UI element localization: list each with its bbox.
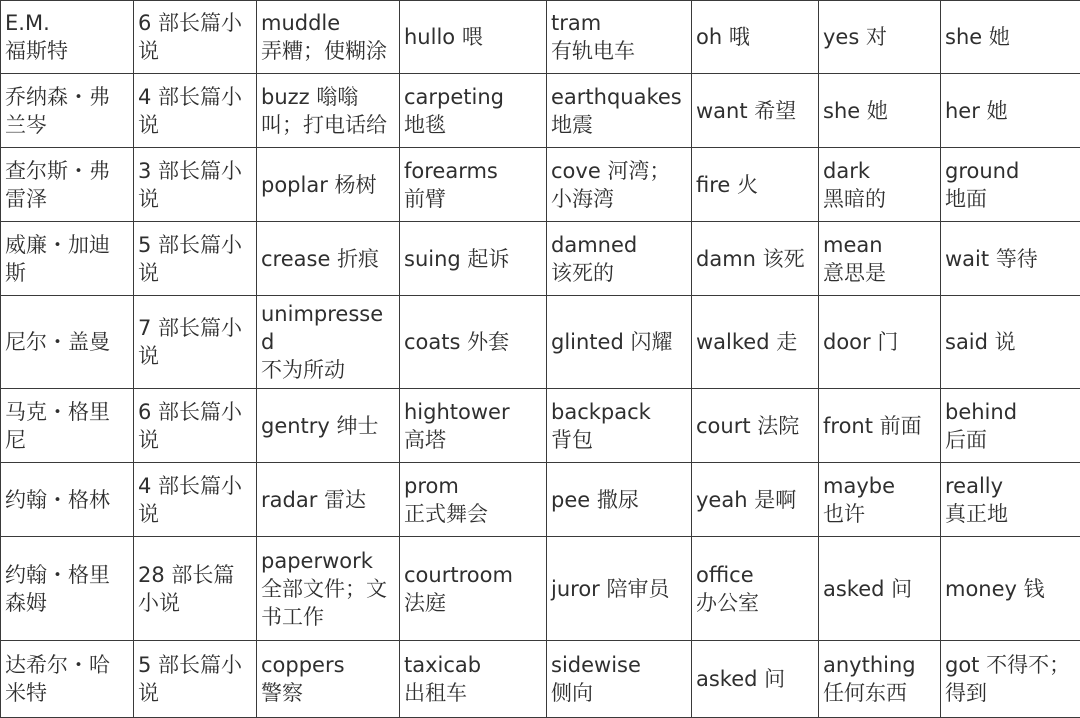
word-cell [819, 389, 941, 463]
chinese-gloss: 地震 [551, 111, 687, 139]
word-cell [257, 74, 400, 148]
english-word: tram [551, 9, 687, 37]
novel-count-cell: 6 部长篇小说 [134, 1, 257, 74]
word-cell [257, 537, 400, 641]
chinese-gloss: 地面 [945, 185, 1076, 213]
word-cell [547, 296, 692, 389]
word-cell [819, 148, 941, 222]
novel-count-cell: 4 部长篇小说 [134, 74, 257, 148]
english-word: said [945, 330, 988, 354]
word-cell [400, 463, 547, 537]
chinese-gloss: 不为所动 [261, 356, 395, 384]
english-word: asked [823, 577, 884, 601]
chinese-gloss: 起诉 [467, 247, 509, 271]
chinese-gloss: 有轨电车 [551, 37, 687, 65]
author-cell: 查尔斯・弗雷泽 [1, 148, 134, 222]
chinese-gloss: 杨树 [335, 173, 377, 197]
word-cell [819, 1, 941, 74]
table-body [1, 1, 1080, 718]
english-word: cove [551, 159, 601, 183]
english-word: she [823, 99, 860, 123]
chinese-gloss: 火 [737, 173, 758, 197]
chinese-gloss: 她 [987, 99, 1008, 123]
word-cell [819, 296, 941, 389]
word-cell [547, 389, 692, 463]
word-cell [547, 74, 692, 148]
english-word: hullo [404, 25, 455, 49]
english-word: want [696, 99, 748, 123]
word-cell [819, 222, 941, 296]
chinese-gloss: 办公室 [696, 589, 814, 617]
word-cell [941, 222, 1080, 296]
chinese-gloss: 嗡嗡叫；打电话给 [261, 85, 387, 137]
novel-count-cell: 4 部长篇小说 [134, 463, 257, 537]
word-cell [941, 389, 1080, 463]
author-cell: E.M. 福斯特 [1, 1, 134, 74]
word-cell [819, 641, 941, 718]
english-word: really [945, 472, 1076, 500]
word-cell [257, 1, 400, 74]
chinese-gloss: 门 [877, 330, 898, 354]
english-word: coppers [261, 651, 395, 679]
english-word: suing [404, 247, 461, 271]
chinese-gloss: 背包 [551, 426, 687, 454]
word-cell [692, 1, 819, 74]
word-cell [941, 463, 1080, 537]
word-cell [257, 641, 400, 718]
english-word: carpeting [404, 83, 542, 111]
word-cell [692, 537, 819, 641]
word-cell [819, 463, 941, 537]
english-word: unimpressed [261, 300, 395, 356]
word-cell [819, 537, 941, 641]
english-word: paperwork [261, 547, 395, 575]
english-word: earthquakes [551, 83, 687, 111]
novel-count-cell: 7 部长篇小说 [134, 296, 257, 389]
chinese-gloss: 陪审员 [607, 577, 670, 601]
table-row [1, 74, 1080, 148]
word-cell [257, 222, 400, 296]
english-word: glinted [551, 330, 624, 354]
english-word: crease [261, 247, 330, 271]
english-word: yes [823, 25, 859, 49]
chinese-gloss: 任何东西 [823, 679, 936, 707]
chinese-gloss: 折痕 [337, 247, 379, 271]
word-cell [257, 296, 400, 389]
english-word: yeah [696, 488, 748, 512]
chinese-gloss: 闪耀 [630, 330, 672, 354]
english-word: anything [823, 651, 936, 679]
english-word: radar [261, 488, 317, 512]
chinese-gloss: 哦 [729, 25, 750, 49]
word-cell [400, 1, 547, 74]
chinese-gloss: 前面 [880, 414, 922, 438]
word-cell [547, 1, 692, 74]
word-cell [941, 641, 1080, 718]
english-word: forearms [404, 157, 542, 185]
english-word: poplar [261, 173, 328, 197]
chinese-gloss: 外套 [467, 330, 509, 354]
word-cell [692, 74, 819, 148]
english-word: courtroom [404, 561, 542, 589]
chinese-gloss: 全部文件；文书工作 [261, 575, 395, 631]
english-word: front [823, 414, 873, 438]
novel-count-cell: 6 部长篇小说 [134, 389, 257, 463]
chinese-gloss: 说 [995, 330, 1016, 354]
word-cell [819, 74, 941, 148]
chinese-gloss: 黑暗的 [823, 185, 936, 213]
chinese-gloss: 钱 [1024, 577, 1045, 601]
chinese-gloss: 不得不；得到 [945, 653, 1070, 705]
chinese-gloss: 法院 [757, 414, 799, 438]
chinese-gloss: 雷达 [324, 488, 366, 512]
chinese-gloss: 高塔 [404, 426, 542, 454]
novel-count-cell: 5 部长篇小说 [134, 641, 257, 718]
word-cell [692, 641, 819, 718]
chinese-gloss: 喂 [462, 25, 483, 49]
english-word: muddle [261, 9, 395, 37]
chinese-gloss: 意思是 [823, 259, 936, 287]
chinese-gloss: 地毯 [404, 111, 542, 139]
table-row [1, 148, 1080, 222]
english-word: gentry [261, 414, 330, 438]
word-cell [692, 148, 819, 222]
word-cell [400, 641, 547, 718]
author-cell: 威廉・加迪斯 [1, 222, 134, 296]
chinese-gloss: 她 [989, 25, 1010, 49]
chinese-gloss: 撒尿 [597, 488, 639, 512]
word-cell [547, 641, 692, 718]
novel-count-cell: 28 部长篇小说 [134, 537, 257, 641]
chinese-gloss: 正式舞会 [404, 500, 542, 528]
chinese-gloss: 她 [867, 99, 888, 123]
word-cell [692, 389, 819, 463]
word-cell [692, 296, 819, 389]
chinese-gloss: 前臂 [404, 185, 542, 213]
english-word: coats [404, 330, 460, 354]
author-cell: 约翰・格林 [1, 463, 134, 537]
word-cell [941, 148, 1080, 222]
english-word: mean [823, 231, 936, 259]
author-cell: 尼尔・盖曼 [1, 296, 134, 389]
table-row [1, 537, 1080, 641]
word-cell [400, 148, 547, 222]
table-row [1, 389, 1080, 463]
word-cell [941, 296, 1080, 389]
english-word: got [945, 653, 979, 677]
chinese-gloss: 法庭 [404, 589, 542, 617]
english-word: dark [823, 157, 936, 185]
english-word: behind [945, 398, 1076, 426]
word-cell [692, 222, 819, 296]
english-word: ground [945, 157, 1076, 185]
english-word: oh [696, 25, 722, 49]
word-cell [547, 222, 692, 296]
chinese-gloss: 希望 [754, 99, 796, 123]
word-cell [257, 148, 400, 222]
english-word: damn [696, 247, 756, 271]
chinese-gloss: 是啊 [754, 488, 796, 512]
word-cell [257, 389, 400, 463]
chinese-gloss: 走 [776, 330, 797, 354]
chinese-gloss: 弄糟；使糊涂 [261, 37, 395, 65]
chinese-gloss: 问 [764, 667, 785, 691]
english-word: court [696, 414, 751, 438]
word-cell [547, 148, 692, 222]
word-cell [400, 296, 547, 389]
english-word: backpack [551, 398, 687, 426]
table-row [1, 463, 1080, 537]
author-cell: 达希尔・哈米特 [1, 641, 134, 718]
word-cell [400, 222, 547, 296]
chinese-gloss: 该死 [763, 247, 805, 271]
english-word: door [823, 330, 871, 354]
english-word: her [945, 99, 980, 123]
word-cell [400, 537, 547, 641]
chinese-gloss: 对 [866, 25, 887, 49]
word-cell [257, 463, 400, 537]
novel-count-cell: 3 部长篇小说 [134, 148, 257, 222]
english-word: pee [551, 488, 590, 512]
table-row [1, 1, 1080, 74]
word-cell [941, 1, 1080, 74]
word-cell [400, 74, 547, 148]
word-cell [400, 389, 547, 463]
english-word: taxicab [404, 651, 542, 679]
english-word: walked [696, 330, 770, 354]
english-word: damned [551, 231, 687, 259]
chinese-gloss: 警察 [261, 679, 395, 707]
table-row [1, 222, 1080, 296]
chinese-gloss: 绅士 [337, 414, 379, 438]
chinese-gloss: 等待 [996, 247, 1038, 271]
english-word: prom [404, 472, 542, 500]
english-word: maybe [823, 472, 936, 500]
english-word: hightower [404, 398, 542, 426]
chinese-gloss: 问 [891, 577, 912, 601]
english-word: office [696, 561, 814, 589]
chinese-gloss: 后面 [945, 426, 1076, 454]
chinese-gloss: 也许 [823, 500, 936, 528]
english-word: money [945, 577, 1017, 601]
novel-count-cell: 5 部长篇小说 [134, 222, 257, 296]
author-cell: 乔纳森・弗兰岑 [1, 74, 134, 148]
chinese-gloss: 出租车 [404, 679, 542, 707]
word-cell [941, 537, 1080, 641]
author-cell: 马克・格里尼 [1, 389, 134, 463]
english-word: she [945, 25, 982, 49]
table-row [1, 641, 1080, 718]
author-cell: 约翰・格里森姆 [1, 537, 134, 641]
word-cell [692, 463, 819, 537]
chinese-gloss: 河湾；小海湾 [551, 159, 670, 211]
english-word: fire [696, 173, 730, 197]
chinese-gloss: 侧向 [551, 679, 687, 707]
english-word: wait [945, 247, 989, 271]
table-row [1, 296, 1080, 389]
english-word: asked [696, 667, 757, 691]
word-cell [941, 74, 1080, 148]
word-cell [547, 537, 692, 641]
english-word: buzz [261, 85, 310, 109]
word-cell [547, 463, 692, 537]
english-word: sidewise [551, 651, 687, 679]
english-word: juror [551, 577, 600, 601]
chinese-gloss: 真正地 [945, 500, 1076, 528]
chinese-gloss: 该死的 [551, 259, 687, 287]
